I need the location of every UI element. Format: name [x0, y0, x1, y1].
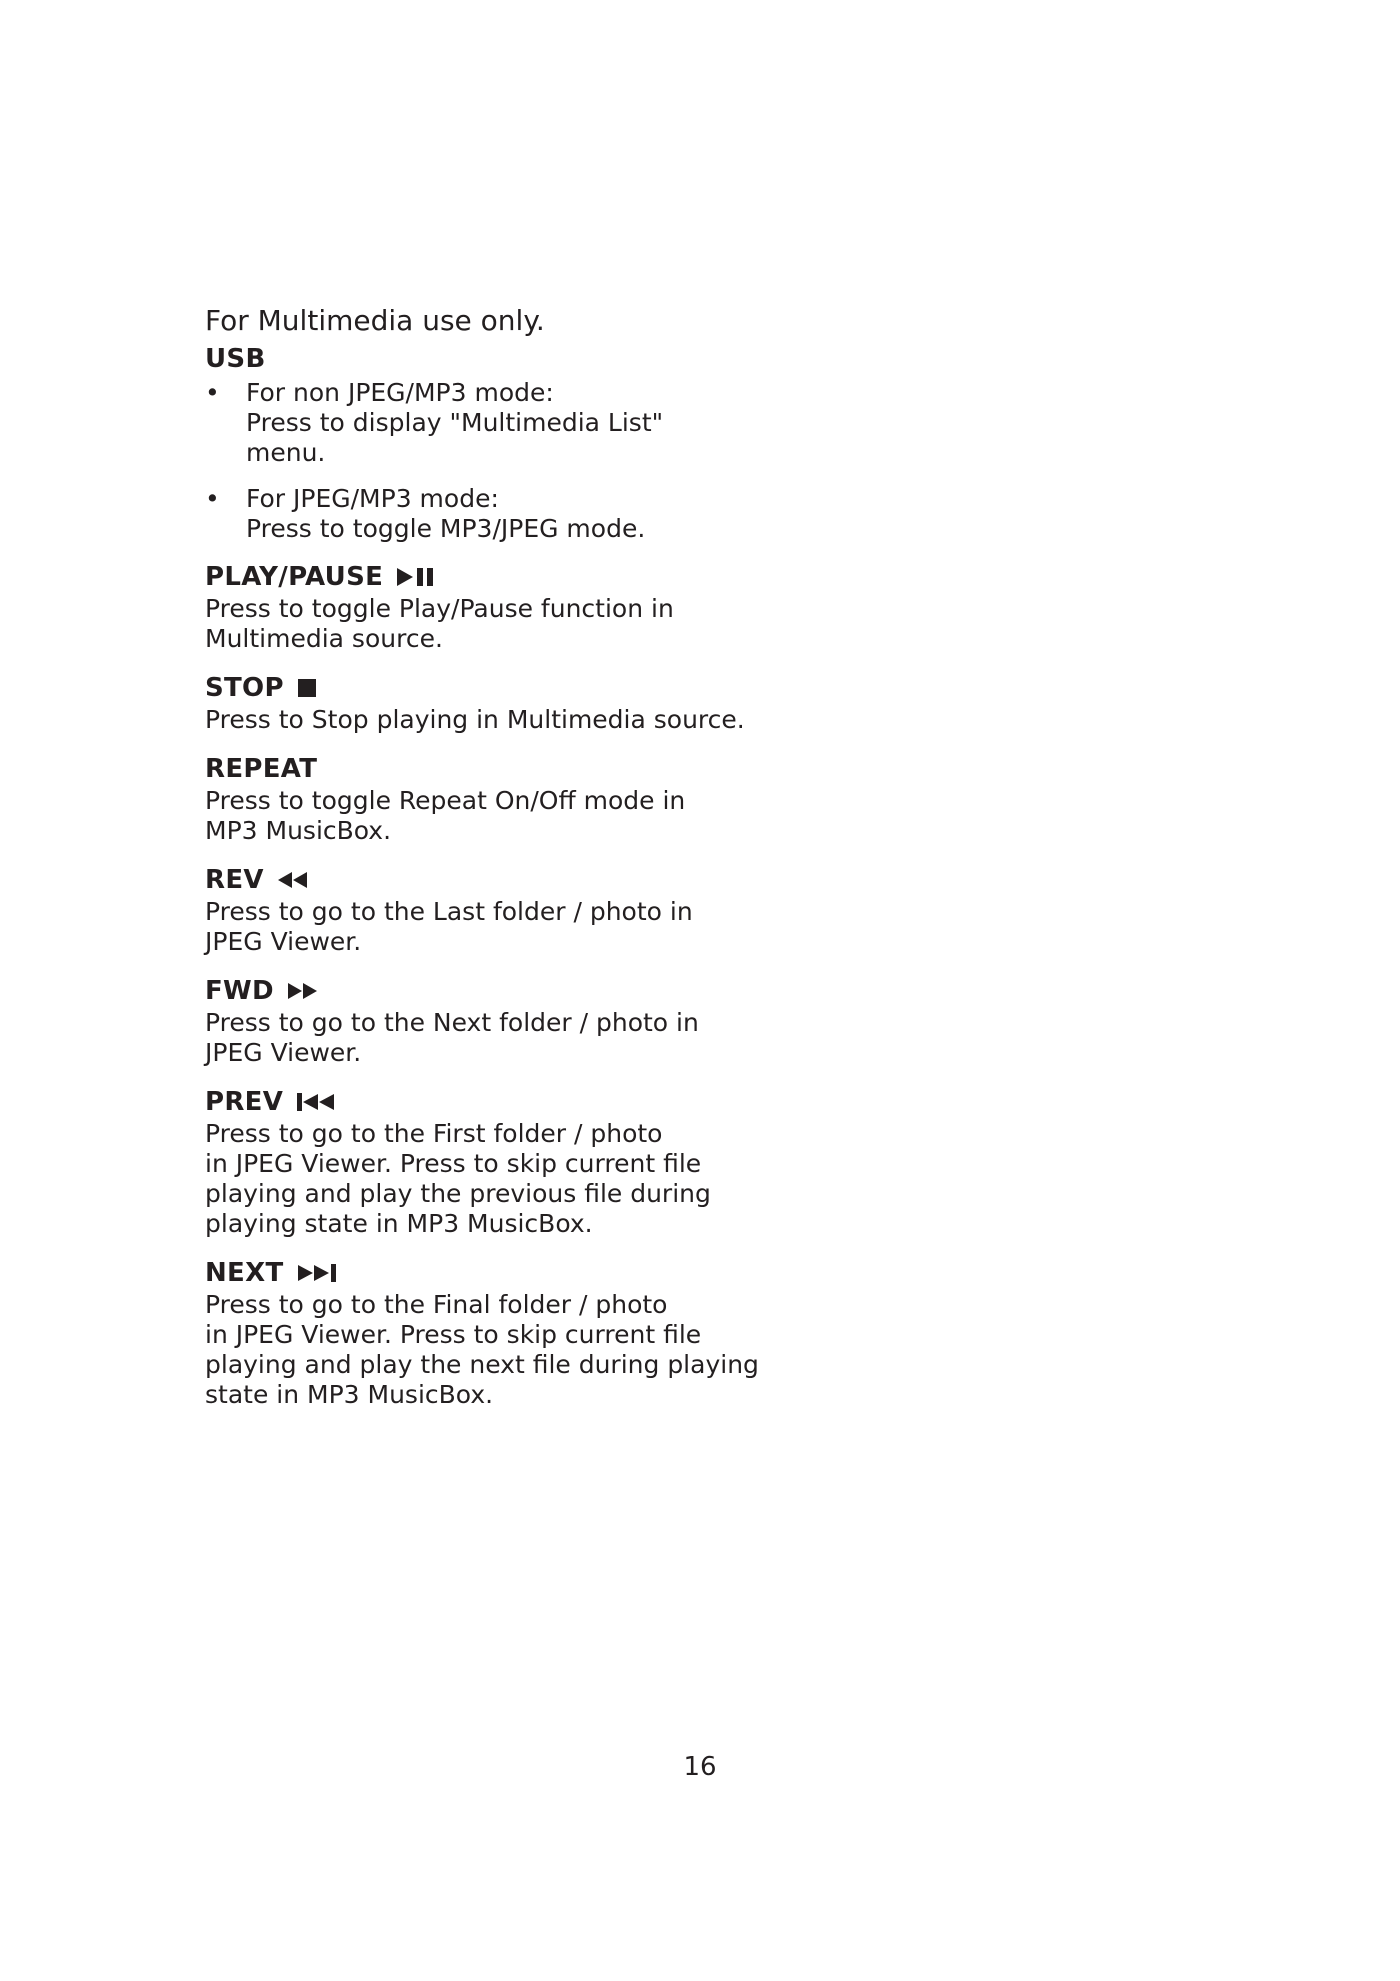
stop-desc-line: Press to Stop playing in Multimedia source.	[205, 705, 745, 734]
play-pause-heading	[205, 560, 825, 594]
play-pause-icon	[395, 566, 437, 588]
next-desc-line: in JPEG Viewer. Press to skip current file	[205, 1320, 702, 1349]
next-desc-line: Press to go to the Final folder / photo	[205, 1290, 668, 1319]
rev-desc-line: Press to go to the Last folder / photo in	[205, 897, 693, 926]
prev-heading-text: PREV	[205, 1087, 284, 1117]
repeat-desc-line: MP3 MusicBox.	[205, 816, 392, 845]
next-heading	[205, 1256, 825, 1290]
skip-next-icon	[296, 1262, 346, 1284]
bullet-line: Press to display "Multimedia List"	[246, 408, 664, 437]
section-repeat	[205, 752, 825, 846]
next-heading-text: NEXT	[205, 1258, 284, 1288]
intro-text: For Multimedia use only.	[205, 304, 545, 337]
stop-heading-text: STOP	[205, 673, 284, 703]
page-number: 16	[683, 1752, 717, 1782]
rev-desc-line: JPEG Viewer.	[205, 927, 362, 956]
play-pause-heading-text: PLAY/PAUSE	[205, 562, 384, 592]
stop-icon	[296, 677, 318, 699]
prev-desc-line: in JPEG Viewer. Press to skip current file	[205, 1149, 702, 1178]
usb-bullet-list	[205, 378, 825, 544]
fwd-desc-line: JPEG Viewer.	[205, 1038, 362, 1067]
next-desc-line: state in MP3 MusicBox.	[205, 1380, 494, 1409]
fwd-desc-line: Press to go to the Next folder / photo in	[205, 1008, 699, 1037]
page-content	[205, 300, 825, 1427]
usb-heading: USB	[205, 344, 266, 374]
section-prev	[205, 1085, 825, 1239]
bullet-icon: •	[205, 378, 220, 407]
play-pause-desc-line: Multimedia source.	[205, 624, 443, 653]
section-next	[205, 1256, 825, 1410]
fwd-heading-text: FWD	[205, 976, 274, 1006]
rev-heading	[205, 863, 825, 897]
bullet-line: menu.	[246, 438, 326, 467]
list-item	[205, 378, 825, 468]
section-usb	[205, 342, 825, 544]
skip-previous-icon	[295, 1091, 345, 1113]
repeat-desc-line: Press to toggle Repeat On/Off mode in	[205, 786, 686, 815]
bullet-line: For JPEG/MP3 mode:	[246, 484, 499, 513]
bullet-line: For non JPEG/MP3 mode:	[246, 378, 554, 407]
play-pause-desc-line: Press to toggle Play/Pause function in	[205, 594, 674, 623]
prev-heading	[205, 1085, 825, 1119]
prev-desc-line: playing and play the previous file during	[205, 1179, 711, 1208]
fast-forward-icon	[286, 980, 320, 1002]
prev-desc-line: Press to go to the First folder / photo	[205, 1119, 663, 1148]
repeat-heading: REPEAT	[205, 754, 318, 784]
bullet-icon: •	[205, 484, 220, 513]
next-desc-line: playing and play the next file during playing	[205, 1350, 759, 1379]
section-fwd	[205, 974, 825, 1068]
rewind-icon	[276, 869, 310, 891]
fwd-heading	[205, 974, 825, 1008]
section-stop	[205, 671, 825, 735]
section-rev	[205, 863, 825, 957]
section-play-pause	[205, 560, 825, 654]
prev-desc-line: playing state in MP3 MusicBox.	[205, 1209, 593, 1238]
stop-heading	[205, 671, 825, 705]
bullet-line: Press to toggle MP3/JPEG mode.	[246, 514, 646, 543]
rev-heading-text: REV	[205, 865, 264, 895]
list-item	[205, 484, 825, 544]
